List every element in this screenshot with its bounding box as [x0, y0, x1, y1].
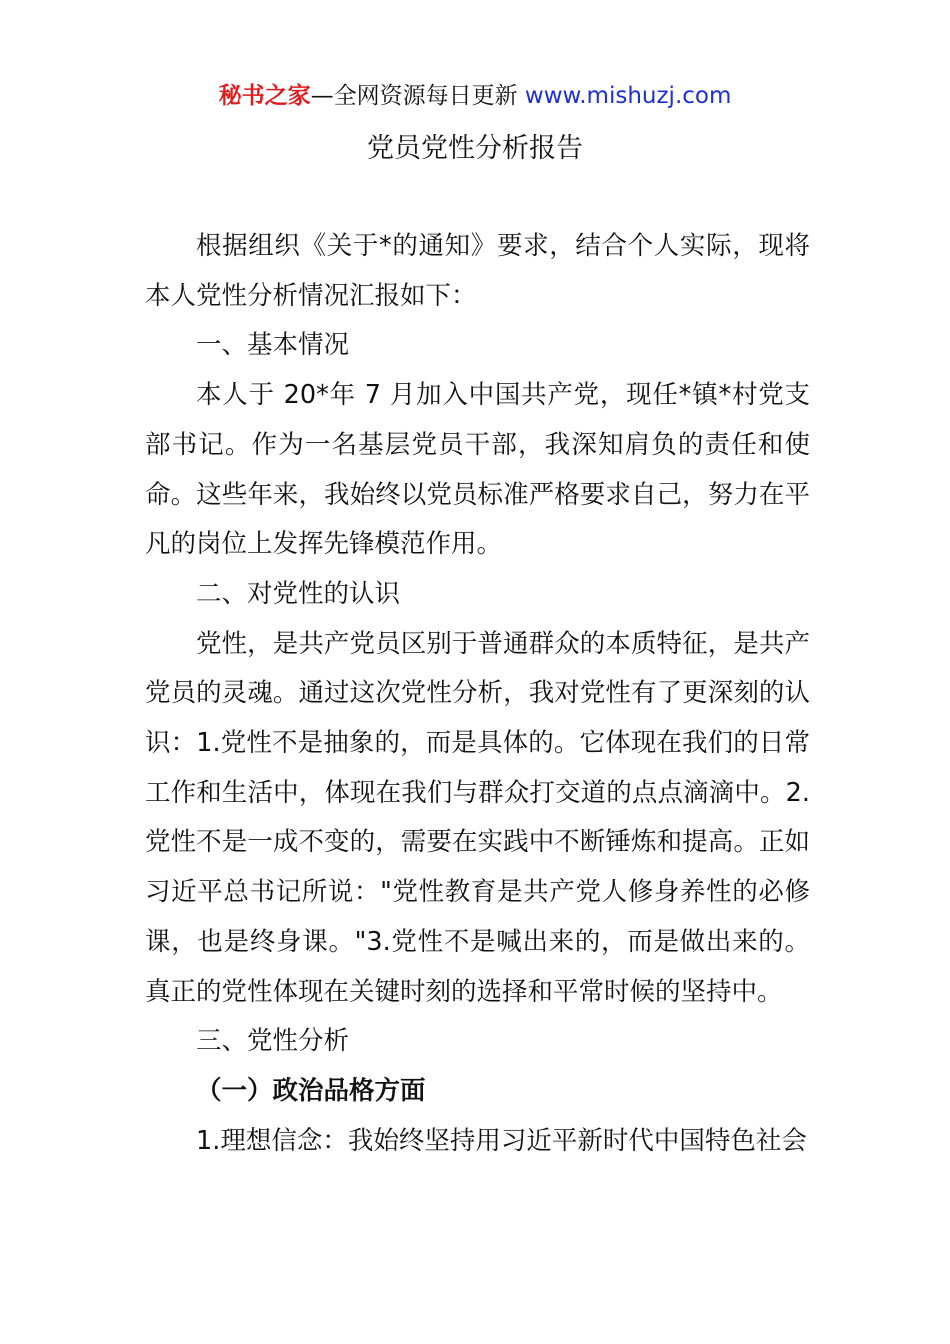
- ideals-beliefs-paragraph: 1.理想信念：我始终坚持用习近平新时代中国特色社会: [196, 1125, 807, 1156]
- section-heading-basic-info: 一、基本情况: [196, 330, 350, 361]
- intro-paragraph: 根据组织《关于*的通知》要求，结合个人实际，现将本人党性分析情况汇报如下：: [145, 231, 810, 311]
- site-brand: 秘书之家: [218, 83, 311, 109]
- document-title: 党员党性分析报告: [367, 133, 583, 164]
- party-spirit-understanding-paragraph: 党性，是共产党员区别于普通群众的本质特征，是共产党员的灵魂。通过这次党性分析，我对党性有了更深刻的认识：1.党性不是抽象的，而是具体的。它体现在我们的日常工作和生活中，体现在我们与群众打交道的点点滴滴中。2.党性不是一成不变的，需要在实践中不断锤炼和提高。正如习近平总书记所说："党性教育是共产党人修身养性的必修课，也是终身课。"3.党性不是喊出来的，而是做出来的。真正的党性体现在关键时刻的选择和平常时候的坚持中。: [145, 628, 810, 1007]
- basic-info-paragraph: 本人于 20*年 7 月加入中国共产党，现任*镇*村党支部书记。作为一名基层党员干部，我深知肩负的责任和使命。这些年来，我始终以党员标准严格要求自己，努力在平凡的岗位上发挥先锋模范作用。: [145, 380, 810, 560]
- document-body: [145, 222, 810, 1166]
- site-slogan: —全网资源每日更新: [310, 83, 525, 109]
- subsection-heading-political-character: （一）政治品格方面: [196, 1075, 426, 1106]
- section-heading-party-spirit-analysis: 三、党性分析: [196, 1026, 350, 1057]
- section-heading-party-spirit-understanding: 二、对党性的认识: [196, 578, 401, 609]
- site-url-link[interactable]: www.mishuzj.com: [524, 83, 732, 109]
- site-header: [0, 80, 950, 112]
